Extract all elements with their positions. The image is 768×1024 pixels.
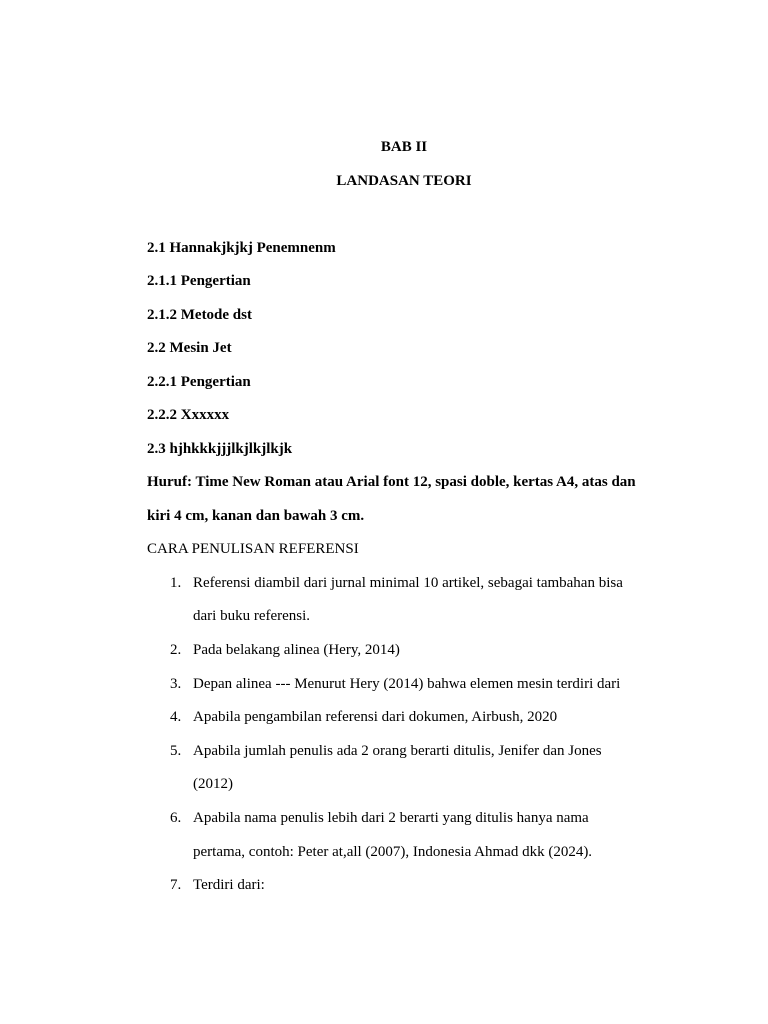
heading-2-2: 2.2 Mesin Jet bbox=[147, 340, 232, 356]
list-item-number: 2. bbox=[170, 642, 182, 658]
heading-2-3: 2.3 hjhkkkjjjlkjlkjlkjk bbox=[147, 441, 293, 457]
list-item-text: Terdiri dari: bbox=[193, 877, 265, 893]
list-item-number: 7. bbox=[170, 877, 182, 893]
list-item-text-continued: dari buku referensi. bbox=[193, 608, 311, 624]
list-item-text: Apabila jumlah penulis ada 2 orang berarti ditulis, Jenifer dan Jones bbox=[193, 743, 602, 759]
heading-2-2-2: 2.2.2 Xxxxxx bbox=[147, 407, 230, 423]
section-title: CARA PENULISAN REFERENSI bbox=[147, 541, 359, 557]
list-item-text: Referensi diambil dari jurnal minimal 10 artikel, sebagai tambahan bisa bbox=[193, 575, 623, 591]
list-item-number: 3. bbox=[170, 676, 182, 692]
list-item-number: 5. bbox=[170, 743, 182, 759]
heading-2-1-1: 2.1.1 Pengertian bbox=[147, 273, 251, 289]
heading-2-1-2: 2.1.2 Metode dst bbox=[147, 307, 252, 323]
list-item-text: Depan alinea --- Menurut Hery (2014) bahwa elemen mesin terdiri dari bbox=[193, 676, 621, 692]
list-item-number: 1. bbox=[170, 575, 182, 591]
chapter-title: LANDASAN TEORI bbox=[336, 173, 472, 189]
format-note-line-2: kiri 4 cm, kanan dan bawah 3 cm. bbox=[147, 508, 365, 524]
list-item-number: 4. bbox=[170, 709, 182, 725]
list-item-text: Apabila nama penulis lebih dari 2 berarti yang ditulis hanya nama bbox=[193, 810, 589, 826]
list-item-text: Pada belakang alinea (Hery, 2014) bbox=[193, 642, 400, 658]
heading-2-2-1: 2.2.1 Pengertian bbox=[147, 374, 251, 390]
list-item-text: Apabila pengambilan referensi dari dokumen, Airbush, 2020 bbox=[193, 709, 558, 725]
list-item-text-continued: (2012) bbox=[193, 776, 233, 792]
format-note-line-1: Huruf: Time New Roman atau Arial font 12, spasi doble, kertas A4, atas dan bbox=[147, 474, 636, 490]
chapter-number: BAB II bbox=[380, 139, 428, 155]
list-item-number: 6. bbox=[170, 810, 182, 826]
heading-2-1: 2.1 Hannakjkjkj Penemnenm bbox=[147, 240, 336, 256]
list-item-text-continued: pertama, contoh: Peter at,all (2007), Indonesia Ahmad dkk (2024). bbox=[193, 844, 593, 860]
